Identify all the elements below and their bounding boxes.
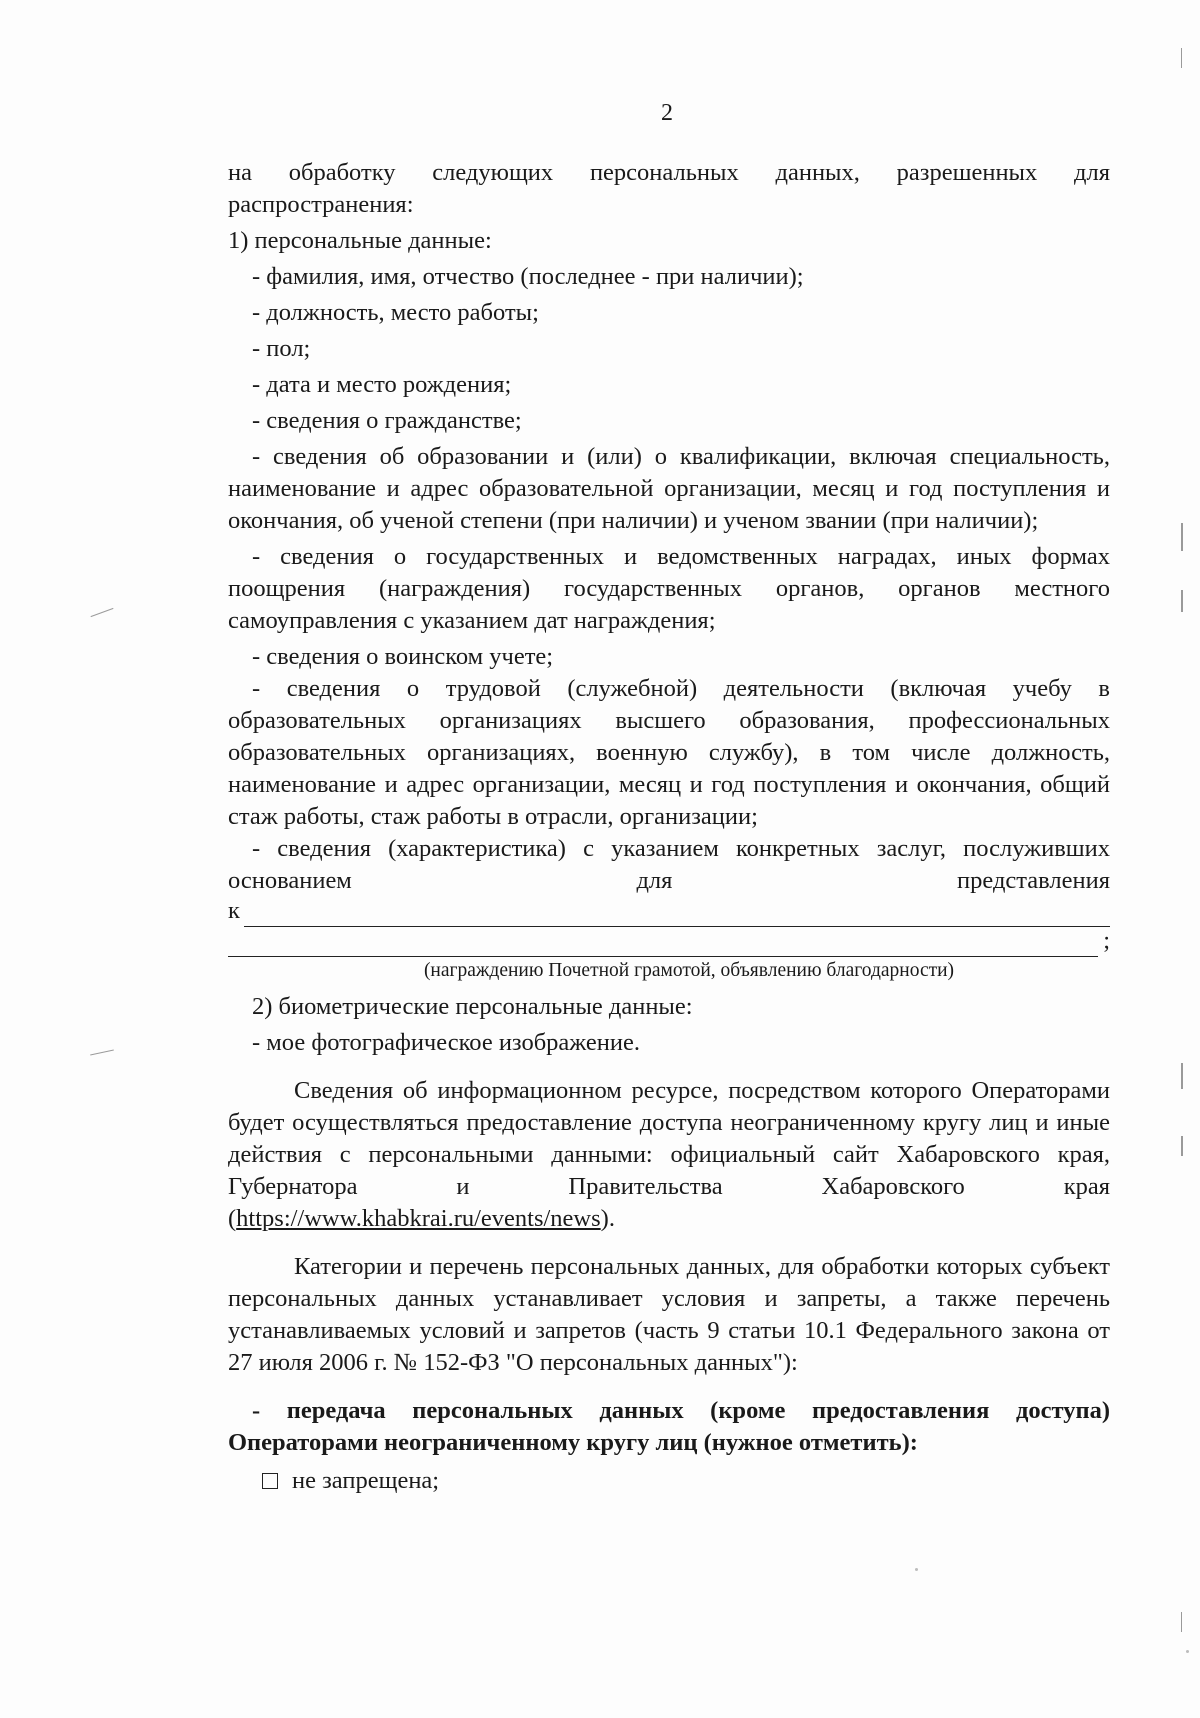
scan-dot xyxy=(1186,1650,1189,1653)
list-item-photo: - мое фотографическое изображение. xyxy=(252,1029,641,1056)
categories-paragraph: Категории и перечень персональных данных, для обработки которых субъект персональных данных устанавливает условия и запреты, а также перечень устанавливаемых условий и запретов (часть 9 статьи 10.1 Федерального закона от 27 июля 2006 г. № 152-ФЗ "О персональных данных"): xyxy=(228,1253,1110,1376)
transfer-paragraph: - передача персональных данных (кроме предоставления доступа) Операторами неограниченному кругу лиц (нужное отметить): xyxy=(228,1397,1110,1456)
section-1-heading: 1) персональные данные: xyxy=(228,227,492,254)
list-item-position: - должность, место работы; xyxy=(252,299,539,326)
scan-mark xyxy=(1181,48,1182,68)
scan-mark xyxy=(1181,523,1183,551)
list-item-education: - сведения об образовании и (или) о квалификации, включая специальность, наименование и адрес образовательной организации, месяц и год поступления и окончания, об ученой степени (при наличии) и ученом звании (при наличии); xyxy=(228,443,1110,534)
resource-text: Сведения об информационном ресурсе, посредством которого Операторами будет осуществляться предоставление доступа неограниченному кругу лиц и иные действия с персональными данными: официальный сайт Хабаровского края, Губернатора и Правительства Хабаровского края ( xyxy=(228,1077,1110,1232)
intro-paragraph: на обработку следующих персональных данных, разрешенных для распространения: xyxy=(228,159,1110,218)
list-item-birth: - дата и место рождения; xyxy=(252,371,512,398)
list-item-citizenship: - сведения о гражданстве; xyxy=(252,407,522,434)
resource-paragraph xyxy=(228,1075,1110,1235)
scan-mark xyxy=(90,1050,114,1056)
list-item-military: - сведения о воинском учете; xyxy=(252,643,554,670)
page-number: 2 xyxy=(661,100,673,126)
scan-mark xyxy=(1181,1063,1183,1089)
blank-line-k[interactable] xyxy=(228,897,1110,927)
checkbox-icon[interactable] xyxy=(262,1473,278,1489)
document-body xyxy=(228,157,1110,1497)
section-2-heading: 2) биометрические персональные данные: xyxy=(252,993,693,1020)
scan-mark xyxy=(91,608,114,617)
list-item-fio: - фамилия, имя, отчество (последнее - при наличии); xyxy=(252,263,804,290)
resource-link[interactable]: https://www.khabkrai.ru/events/news xyxy=(236,1205,601,1232)
fill-in-line xyxy=(244,904,1110,927)
scan-mark xyxy=(1181,590,1183,612)
semicolon: ; xyxy=(1103,927,1110,954)
option-not-prohibited[interactable] xyxy=(228,1465,1110,1497)
blank-line-2[interactable] xyxy=(228,927,1110,957)
list-item-merits: - сведения (характеристика) с указанием конкретных заслуг, послуживших основанием для представления xyxy=(228,835,1110,894)
fill-in-line xyxy=(228,934,1098,957)
scan-mark xyxy=(1181,1612,1182,1632)
list-item-awards: - сведения о государственных и ведомственных наградах, иных формах поощрения (награждения) государственных органов, органов местного самоуправления с указанием дат награждения; xyxy=(228,543,1110,634)
k-prefix: к xyxy=(228,897,240,924)
option-label: не запрещена; xyxy=(292,1467,440,1494)
list-item-employment: - сведения о трудовой (служебной) деятельности (включая учебу в образовательных организациях высшего образования, профессиональных образовательных организациях, военную службу), в том числе должность, наименование и адрес организации, месяц и год поступления и окончания, общий стаж работы, стаж работы в отрасли, организации; xyxy=(228,675,1110,830)
blank-line-caption: (награждению Почетной грамотой, объявлению благодарности) xyxy=(423,960,955,981)
resource-text-end: ). xyxy=(600,1205,615,1232)
list-item-sex: - пол; xyxy=(252,335,311,362)
scan-dot xyxy=(915,1568,918,1571)
scan-mark xyxy=(1181,1136,1183,1156)
